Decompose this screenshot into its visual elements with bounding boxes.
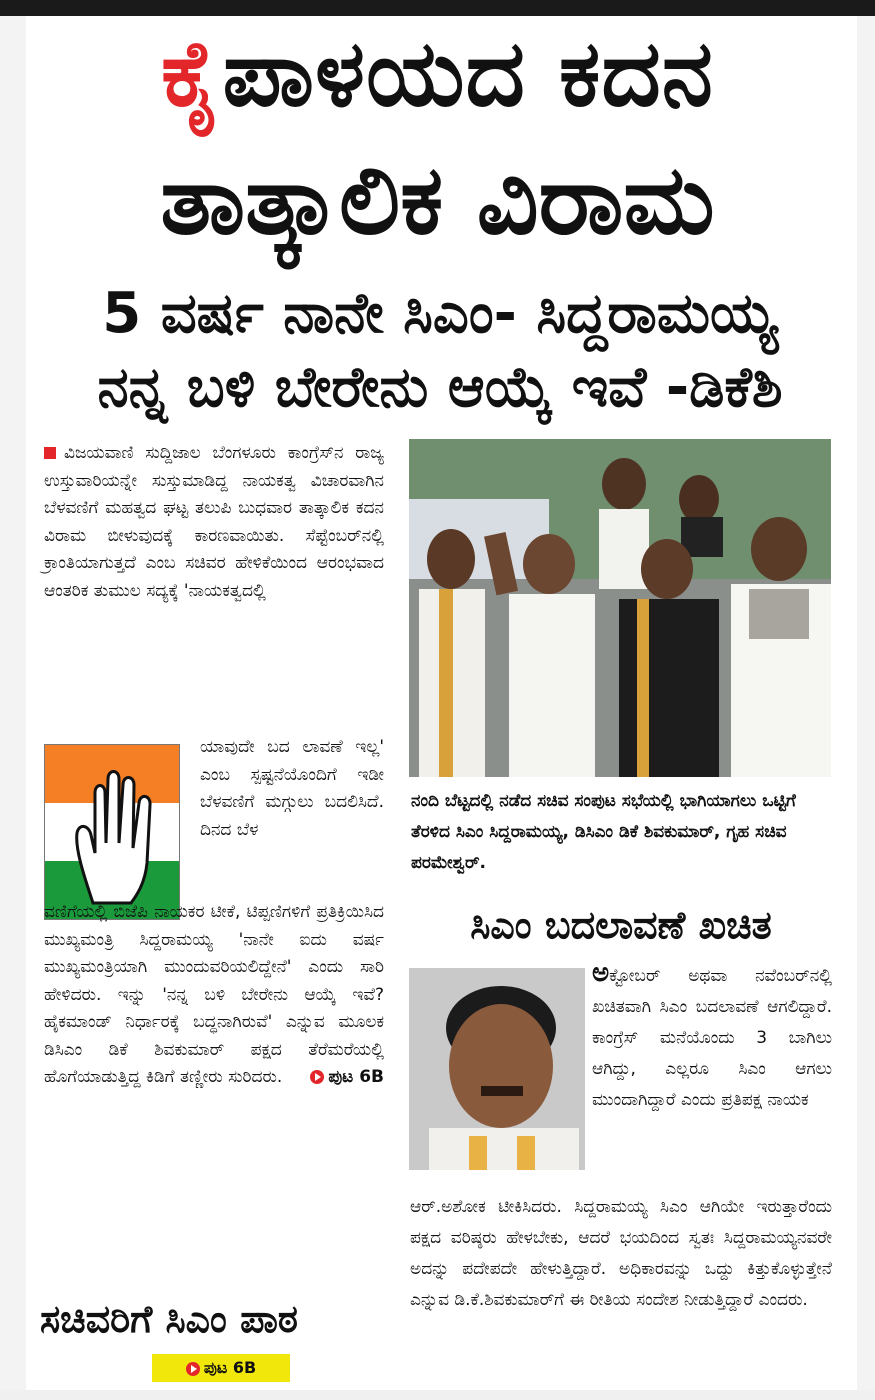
main-story-para1: ಕಾಂಗ್ರೆಸ್‌ನ ರಾಜ್ಯ ಉಸ್ತುವಾರಿಯನ್ನೇ ಸುಸ್ತುಮಾಡಿದ್ದ ನಾಯಕತ್ವ ವಿಚಾರವಾಗಿನ ಬೆಳವಣಿಗೆ ಮಹತ್ವದ ಘಟ್ಟ ತಲುಪಿ ಬುಧವಾರ ತಾತ್ಕಾಲಿಕ ಕದನ ವಿರಾಮ ಬೀಳುವುದಕ್ಕೆ ಕಾರಣವಾಯಿತು. ಸೆಪ್ಟೆಂಬರ್‌ನಲ್ಲಿ ಕ್ರಾಂತಿಯಾಗುತ್ತದೆ ಎಂಬ ಸಚಿವರ ಹೇಳಿಕೆಯಿಂದ ಆರಂಭವಾದ ಆಂತರಿಕ ತುಮುಲ ಸದ್ಯಕ್ಕೆ 'ನಾಯಕತ್ವದಲ್ಲಿ (44, 443, 384, 601)
bottom-bar (0, 1390, 875, 1400)
main-story-para2: ವಣಿಗೆಯಲ್ಲಿ ಬಿಜೆಪಿ ನಾಯಕರ ಟೀಕೆ, ಟಿಪ್ಪಣಿಗಳಿಗೆ ಪ್ರತಿಕ್ರಿಯಿಸಿದ ಮುಖ್ಯಮಂತ್ರಿ ಸಿದ್ದರಾಮಯ್ಯ 'ನಾನೇ ಐದು ವರ್ಷ ಮುಖ್ಯಮಂತ್ರಿಯಾಗಿ ಮುಂದುವರಿಯಲಿದ್ದೇನೆ' ಎಂದು ಸಾರಿ ಹೇಳಿದರು. ಇನ್ನು 'ನನ್ನ ಬಳಿ ಬೇರೇನು ಆಯ್ಕೆ ಇವೆ? ಹೈಕಮಾಂಡ್ ನಿರ್ಧಾರಕ್ಕೆ ಬದ್ಧನಾಗಿರುವೆ' ಎನ್ನುವ ಮೂಲಕ ಡಿಸಿಎಂ ಡಿಕೆ ಶಿವಕುಮಾರ್ ಪಕ್ಷದ ತೆರೆಮರೆಯಲ್ಲಿ ಹೊಗೆಯಾಡುತ್ತಿದ್ದ ಕಿಡಿಗೆ ತಣ್ಣೀರು ಸುರಿದರು. (44, 902, 384, 1087)
congress-logo (44, 744, 180, 920)
arrow-icon (186, 1362, 200, 1376)
red-bullet (44, 447, 56, 459)
cm-story-headline: ಸಿಎಂ ಬದಲಾವಣೆ ಖಚಿತ (470, 903, 772, 947)
ministers-photo (409, 439, 831, 777)
main-story-continued (44, 899, 384, 1092)
arrow-icon (310, 1070, 324, 1084)
main-story-top (44, 440, 384, 605)
hand-icon (63, 753, 163, 913)
main-story-wrap: ಯಾವುದೇ ಬದ ಲಾವಣೆ ಇಲ್ಲ' ಎಂಬ ಸ್ಪಷ್ಟನೆಯೊಂದಿಗೆ ಇಡೀ ಬೆಳವಣಿಗೆ ಮಗ್ಗುಲು ಬದಲಿಸಿದೆ. ದಿನದ ಬೆಳ (200, 737, 384, 840)
headline-line-1 (30, 20, 845, 127)
second-story-headline: ಸಚಿವರಿಗೆ ಸಿಎಂ ಪಾಠ (40, 1297, 298, 1341)
ashok-portrait (409, 968, 585, 1170)
top-bar (0, 0, 875, 16)
left-margin (0, 16, 26, 1390)
dropcap: ಅ (592, 958, 610, 988)
cm-story-text-2: ಆರ್.ಅಶೋಕ ಟೀಕಿಸಿದರು. ಸಿದ್ದರಾಮಯ್ಯ ಸಿಎಂ ಆಗಿಯೇ ಇರುತ್ತಾರೆಂದು ಪಕ್ಷದ ವರಿಷ್ಠರು ಹೇಳಬೇಕು, ಆದರೆ ಭಯದಿಂದ ಸ್ವತಃ ಸಿದ್ದರಾಮಯ್ಯನವರೇ ಅದನ್ನು ಪದೇಪದೇ ಹೇಳುತ್ತಿದ್ದಾರೆ. ಅಧಿಕಾರವನ್ನು ಒದ್ದು ಕಿತ್ತುಕೊಳ್ಳುತ್ತೇನೆ ಎನ್ನುವ ಡಿ.ಕೆ.ಶಿವಕುಮಾರ್‌ಗೆ ಈ ರೀತಿಯ ಸಂದೇಶ ನೀಡುತ್ತಿದ್ದಾರೆ ಎಂದರು. (410, 1197, 832, 1310)
subheadline-dks: ನನ್ನ ಬಳಿ ಬೇರೇನು ಆಯ್ಕೆ ಇವೆ -ಡಿಕೆಶಿ (97, 355, 783, 420)
second-story-page-ref[interactable]: ಪುಟ 6B (152, 1354, 290, 1382)
byline: ವಿಜಯವಾಣಿ ಸುದ್ದಿಜಾಲ ಬೆಂಗಳೂರು (64, 443, 276, 463)
headline-line-1-rest: ಪಾಳಯದ ಕದನ (222, 20, 714, 127)
page-ref-link[interactable]: ಪುಟ 6B (310, 1064, 384, 1092)
photo-caption: ನಂದಿ ಬೆಟ್ಟದಲ್ಲಿ ನಡೆದ ಸಚಿವ ಸಂಪುಟ ಸಭೆಯಲ್ಲಿ ಭಾಗಿಯಾಗಲು ಒಟ್ಟಿಗೆ ತೆರಳಿದ ಸಿಎಂ ಸಿದ್ದರಾಮಯ್ಯ, ಡಿಸಿಎಂ ಡಿಕೆ ಶಿವಕುಮಾರ್, ಗೃಹ ಸಚಿವ ಪರಮೇಶ್ವರ್. (411, 791, 796, 873)
right-margin (857, 16, 875, 1390)
headline-line-2: ತಾತ್ಕಾಲಿಕ ವಿರಾಮ (160, 144, 715, 256)
cm-story-text-1: ಅಕ್ಟೋಬರ್ ಅಥವಾ ನವೆಂಬರ್‌ನಲ್ಲಿ ಖಚಿತವಾಗಿ ಸಿಎಂ ಬದಲಾವಣೆ ಆಗಲಿದ್ದಾರೆ. ಕಾಂಗ್ರೆಸ್ ಮನೆಯೊಂದು 3 ಬಾಗಿಲು ಆಗಿದ್ದು, ಎಲ್ಲರೂ ಸಿಎಂ ಆಗಲು ಮುಂದಾಗಿದ್ದಾರೆ ಎಂದು ಪ್ರತಿಪಕ್ಷ ನಾಯಕ (592, 958, 832, 1110)
headline-accent-word: ಕೈ (161, 20, 223, 127)
subheadline-siddaramaiah: 5 ವರ್ಷ ನಾನೇ ಸಿಎಂ- ಸಿದ್ದರಾಮಯ್ಯ (102, 281, 778, 346)
